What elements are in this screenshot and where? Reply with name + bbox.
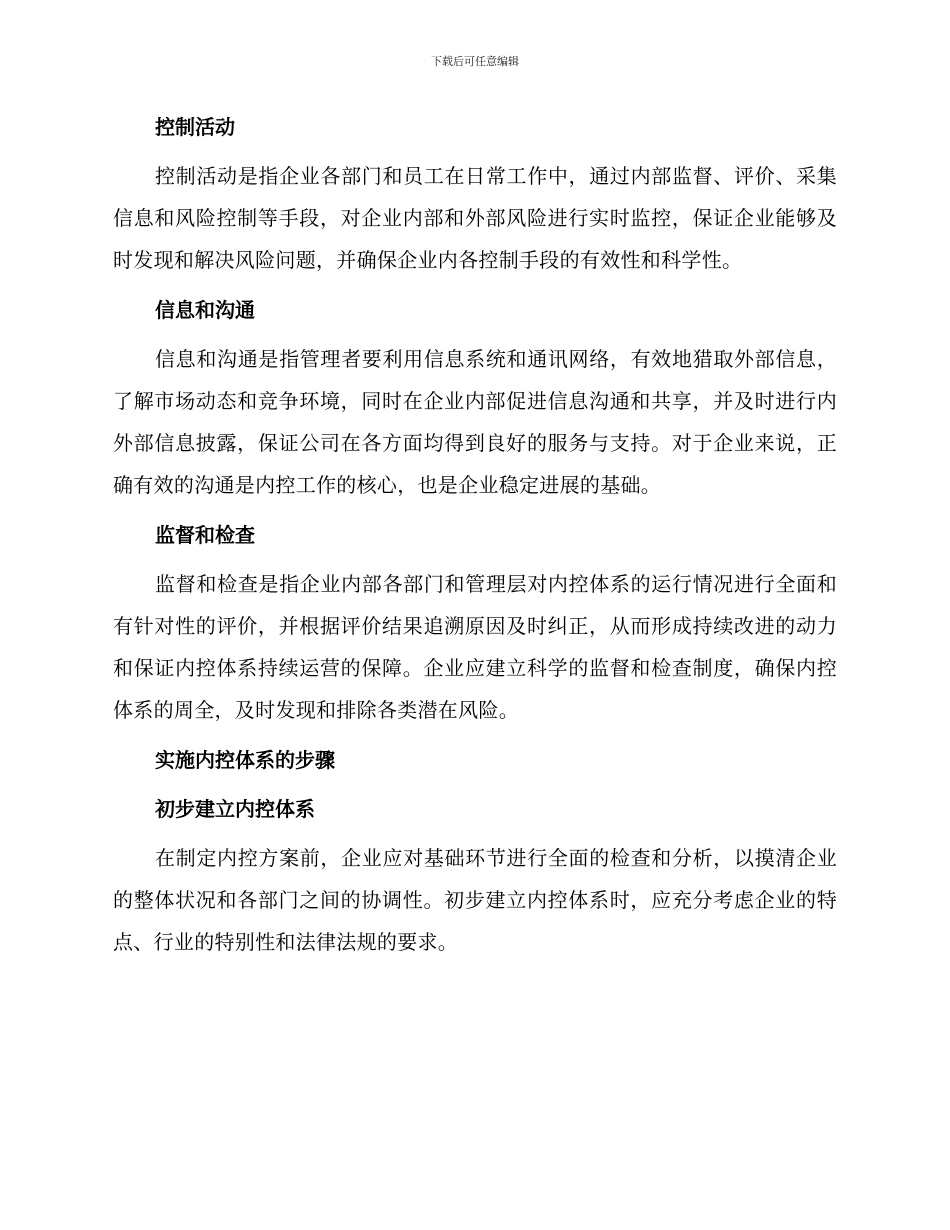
- header-note: 下载后可任意编辑: [431, 55, 519, 68]
- document-body: [113, 106, 837, 971]
- section-heading-control-activities: 控制活动: [155, 115, 235, 139]
- section-heading-implementation-steps: 实施内控体系的步骤: [155, 748, 335, 772]
- section-paragraph-control-activities: 控制活动是指企业各部门和员工在日常工作中，通过内部监督、评价、采集信息和风险控制等手段，对企业内部和外部风险进行实时监控，保证企业能够及时发现和解决风险问题，并确保企业内各控制手段的有效性和科学性。: [113, 164, 837, 272]
- section-heading-initial-setup: 初步建立内控体系: [155, 797, 315, 821]
- section-paragraph-initial-setup: 在制定内控方案前，企业应对基础环节进行全面的检查和分析，以摸清企业的整体状况和各部门之间的协调性。初步建立内控体系时，应充分考虑企业的特点、行业的特别性和法律法规的要求。: [113, 846, 837, 954]
- section-paragraph-monitoring-inspection: 监督和检查是指企业内部各部门和管理层对内控体系的运行情况进行全面和有针对性的评价，并根据评价结果追溯原因及时纠正，从而形成持续改进的动力和保证内控体系持续运营的保障。企业应建立科学的监督和检查制度，确保内控体系的周全，及时发现和排除各类潜在风险。: [113, 572, 837, 722]
- section-paragraph-information-communication: 信息和沟通是指管理者要利用信息系统和通讯网络，有效地猎取外部信息，了解市场动态和竞争环境，同时在企业内部促进信息沟通和共享，并及时进行内外部信息披露，保证公司在各方面均得到良好的服务与支持。对于企业来说，正确有效的沟通是内控工作的核心，也是企业稳定进展的基础。: [113, 347, 837, 497]
- section-heading-information-communication: 信息和沟通: [155, 298, 255, 322]
- section-heading-monitoring-inspection: 监督和检查: [155, 523, 255, 547]
